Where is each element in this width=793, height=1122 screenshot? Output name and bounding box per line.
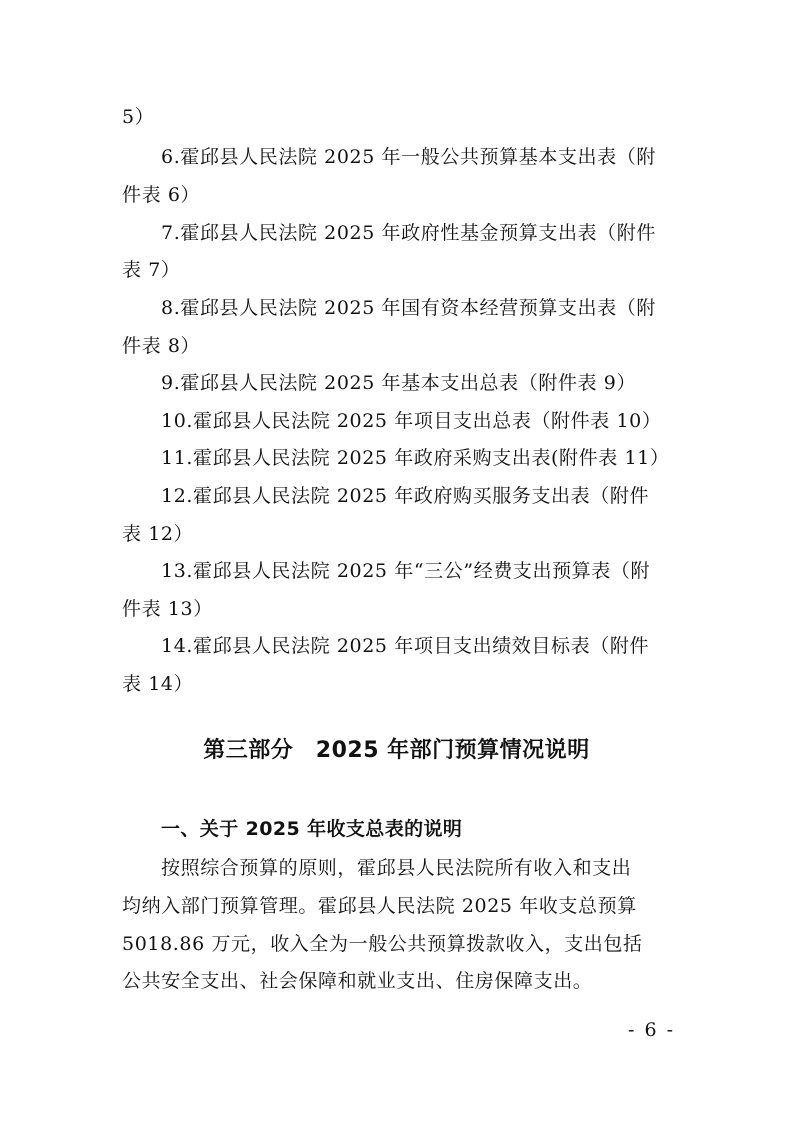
- list-item-11: 11.霍邱县人民法院 2025 年政府采购支出表(附件表 11）: [161, 447, 670, 469]
- paragraph-line-1: 按照综合预算的原则，霍邱县人民法院所有收入和支出: [161, 857, 632, 879]
- section-subheading: 一、关于 2025 年收支总表的说明: [161, 818, 463, 840]
- list-item-13: 13.霍邱县人民法院 2025 年“三公”经费支出预算表（附: [161, 560, 651, 582]
- list-item-10: 10.霍邱县人民法院 2025 年项目支出总表（附件表 10）: [161, 410, 662, 432]
- list-item-13-continuation: 件表 13）: [122, 598, 213, 620]
- section-heading: 第三部分 2025 年部门预算情况说明: [203, 738, 590, 763]
- list-item-continuation-5: 5）: [122, 106, 155, 128]
- paragraph-line-3: 5018.86 万元，收入全为一般公共预算拨款收入，支出包括: [122, 933, 643, 955]
- list-item-14-continuation: 表 14）: [122, 673, 194, 695]
- list-item-12-continuation: 表 12）: [122, 523, 194, 545]
- paragraph-line-2: 均纳入部门预算管理。霍邱县人民法院 2025 年收支总预算: [122, 895, 637, 917]
- page-number: - 6 -: [628, 1019, 676, 1041]
- list-item-6: 6.霍邱县人民法院 2025 年一般公共预算基本支出表（附: [161, 146, 656, 168]
- list-item-7-continuation: 表 7）: [122, 259, 181, 281]
- list-item-12: 12.霍邱县人民法院 2025 年政府购买服务支出表（附件: [161, 485, 650, 507]
- list-item-8: 8.霍邱县人民法院 2025 年国有资本经营预算支出表（附: [161, 297, 656, 319]
- paragraph-line-4: 公共安全支出、社会保障和就业支出、住房保障支出。: [122, 970, 593, 992]
- list-item-7: 7.霍邱县人民法院 2025 年政府性基金预算支出表（附件: [161, 222, 656, 244]
- list-item-14: 14.霍邱县人民法院 2025 年项目支出绩效目标表（附件: [161, 635, 650, 657]
- list-item-6-continuation: 件表 6）: [122, 184, 201, 206]
- list-item-8-continuation: 件表 8）: [122, 335, 201, 357]
- list-item-9: 9.霍邱县人民法院 2025 年基本支出总表（附件表 9）: [161, 372, 637, 394]
